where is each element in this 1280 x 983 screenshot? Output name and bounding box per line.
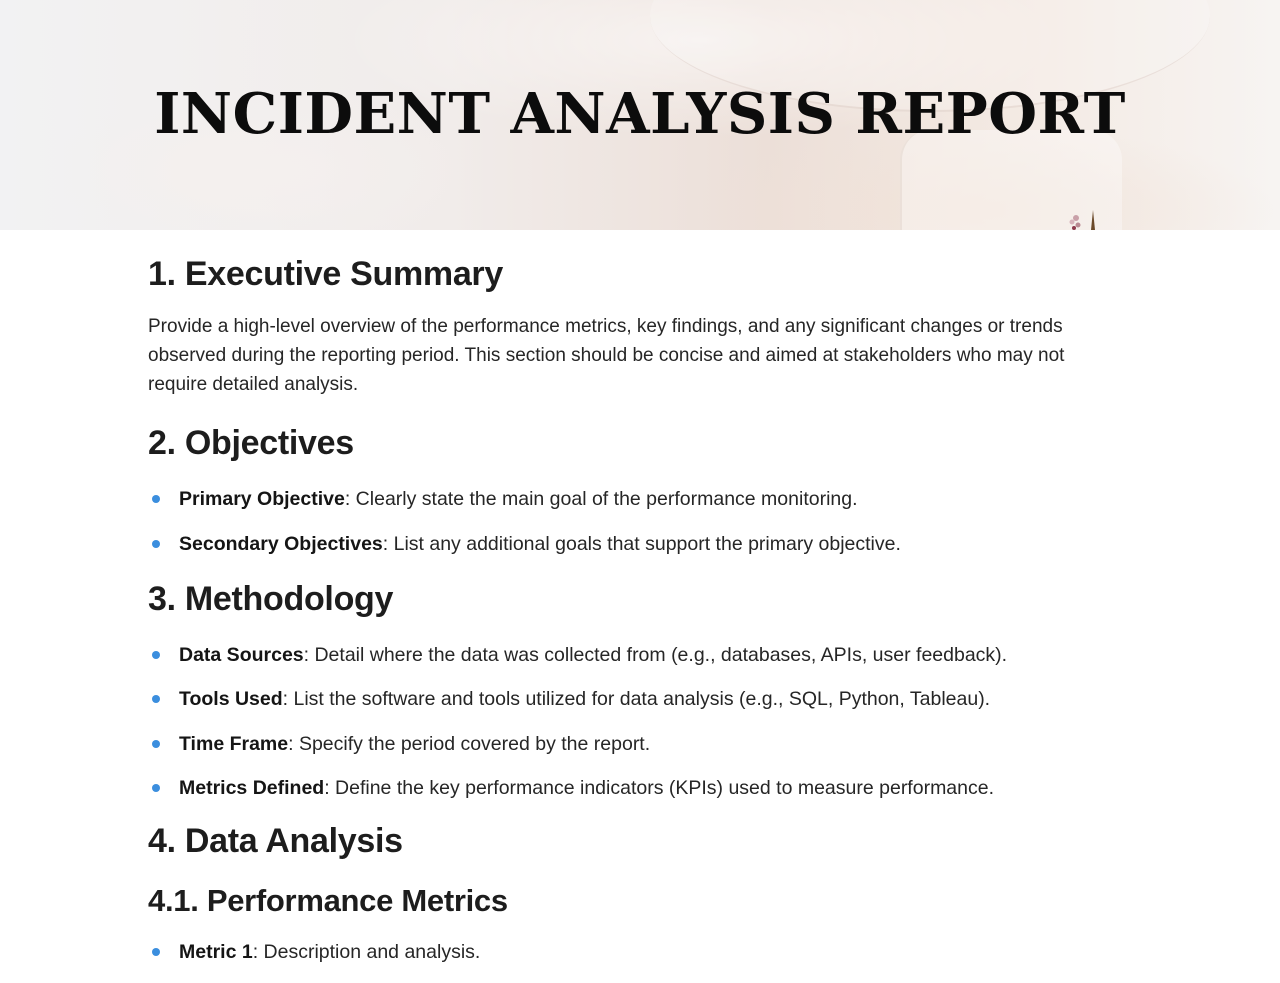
list-item-text: : List any additional goals that support the primary objective. — [382, 532, 901, 555]
flower-decoration-icon — [1066, 206, 1096, 230]
subsection-heading-performance-metrics: 4.1. Performance Metrics — [148, 883, 508, 918]
list-item — [148, 485, 1128, 513]
list-item — [148, 530, 1128, 558]
list-item — [148, 938, 1128, 966]
list-item-label: Time Frame — [179, 732, 289, 755]
report-body — [148, 230, 1128, 983]
section-heading-methodology: 3. Methodology — [148, 579, 394, 618]
executive-summary-text: Provide a high-level overview of the performance metrics, key findings, and any significant changes or trends observed during the reporting period. This section should be concise and aimed at stakeholders who may not require detailed analysis. — [148, 316, 1065, 395]
header-banner — [0, 0, 1280, 230]
bullet-icon — [152, 948, 160, 956]
list-item-text: : Define the key performance indicators (KPIs) used to measure performance. — [324, 777, 995, 799]
list-item-text: : Detail where the data was collected from (e.g., databases, APIs, user feedback). — [303, 643, 1008, 666]
list-item-text: : Description and analysis. — [252, 941, 481, 963]
list-item — [148, 641, 1128, 669]
performance-metrics-list — [148, 938, 1128, 966]
list-item-label: Data Sources — [179, 643, 304, 666]
list-item — [148, 774, 1128, 802]
bullet-icon — [152, 540, 160, 548]
list-item-label: Metric 1 — [179, 941, 253, 963]
section-heading-data-analysis: 4. Data Analysis — [148, 822, 403, 860]
bullet-icon — [152, 651, 160, 659]
section-heading-executive-summary: 1. Executive Summary — [148, 255, 503, 293]
bullet-icon — [152, 740, 160, 748]
list-item-label: Primary Objective — [179, 488, 345, 510]
list-item-text: : Clearly state the main goal of the performance monitoring. — [344, 488, 858, 510]
bullet-icon — [152, 784, 160, 792]
list-item-label: Tools Used — [179, 688, 283, 710]
list-item-label: Metrics Defined — [179, 777, 325, 799]
list-item — [148, 685, 1128, 713]
list-item-label: Secondary Objectives — [179, 532, 383, 555]
section-heading-objectives: 2. Objectives — [148, 424, 354, 462]
bullet-icon — [152, 695, 160, 703]
list-item-text: : List the software and tools utilized for data analysis (e.g., SQL, Python, Tableau). — [282, 688, 991, 710]
methodology-list — [148, 641, 1128, 803]
list-item — [148, 730, 1128, 758]
list-item-text: : Specify the period covered by the report. — [288, 732, 651, 755]
bullet-icon — [152, 495, 160, 503]
report-title: INCIDENT ANALYSIS REPORT — [154, 81, 1126, 147]
objectives-list — [148, 485, 1128, 558]
